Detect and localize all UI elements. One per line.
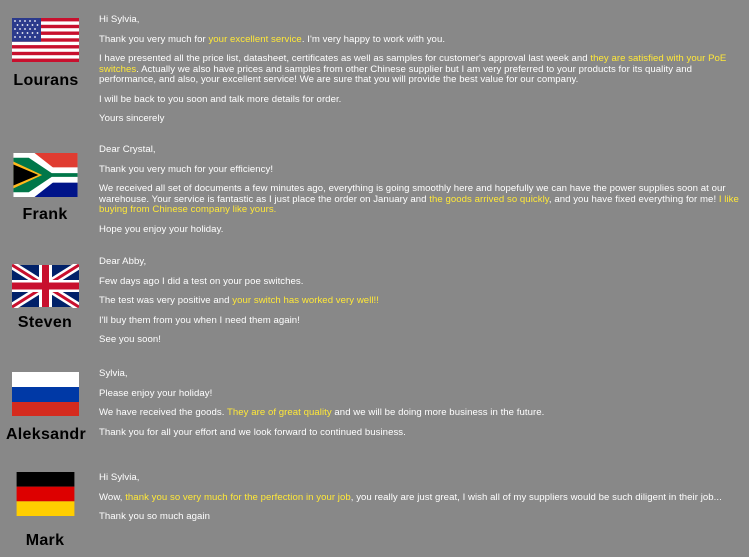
testimonial-message	[99, 257, 741, 355]
message-paragraph	[99, 95, 741, 106]
message-paragraph	[99, 165, 741, 176]
message-text: Thank you very much for your efficiency!	[99, 163, 274, 175]
message-paragraph	[99, 428, 741, 439]
message-text: Hope you enjoy your holiday.	[99, 223, 224, 235]
customer-name: Aleksandr	[5, 426, 87, 443]
customer-name: Mark	[25, 532, 65, 549]
testimonial-message	[99, 145, 741, 244]
customer-name: Frank	[22, 206, 68, 223]
message-text: I will be back to you soon and talk more details for order.	[99, 93, 342, 105]
message-text: Dear Crystal,	[99, 144, 156, 155]
customer-name: Lourans	[13, 72, 79, 89]
highlighted-text: the goods arrived so quickly	[429, 193, 549, 205]
message-paragraph	[99, 15, 741, 26]
message-text: Hi Sylvia,	[99, 14, 140, 25]
us-flag-icon	[12, 18, 79, 62]
highlighted-text: they are satisfied with your PoE switches	[99, 53, 727, 75]
message-paragraph	[99, 257, 741, 268]
testimonial-message	[99, 15, 741, 134]
message-text: We received all set of documents a few minutes ago, everything is going smoothly here and hopefully we can have the power supplies soon at our warehouse. Your service is fantastic as I just place the order on January and	[99, 183, 726, 205]
message-text: Dear Abby,	[99, 256, 147, 267]
highlighted-text: thank you so very much for the perfection in your job	[125, 491, 351, 503]
message-text: Sylvia,	[99, 368, 128, 379]
message-text: Few days ago I did a test on your poe switches.	[99, 275, 304, 287]
message-paragraph	[99, 408, 741, 419]
message-text: Hi Sylvia,	[99, 472, 140, 483]
message-paragraph	[99, 493, 741, 504]
message-paragraph	[99, 54, 741, 86]
message-text: Thank you very much for	[99, 33, 209, 45]
message-text: and we will be doing more business in the future.	[331, 407, 545, 418]
highlighted-text: your excellent service	[208, 33, 302, 45]
message-text: Yours sincerely	[99, 113, 165, 124]
message-text: The test was very positive and	[99, 295, 233, 306]
message-text: , you really are just great, I wish all of my suppliers would be such diligent in their job...	[350, 491, 722, 503]
message-text: Thank you for all your effort and we look forward to continued business.	[99, 426, 406, 438]
message-text: We have received the goods.	[99, 407, 227, 418]
message-text: See you soon!	[99, 334, 161, 345]
testimonial-message	[99, 369, 741, 447]
message-paragraph	[99, 35, 741, 46]
customer-name: Steven	[17, 314, 73, 331]
message-paragraph	[99, 114, 741, 125]
message-text: . I'm very happy to work with you.	[301, 33, 446, 45]
germany-flag-icon	[12, 472, 79, 516]
message-text: , and you have fixed everything for me!	[548, 193, 719, 205]
russia-flag-icon	[12, 372, 79, 416]
message-paragraph	[99, 184, 741, 216]
south-africa-flag-icon	[12, 153, 79, 197]
highlighted-text: I like buying from Chinese company like yours.	[99, 193, 739, 215]
message-paragraph	[99, 512, 741, 523]
message-paragraph	[99, 225, 741, 236]
message-paragraph	[99, 389, 741, 400]
highlighted-text: your switch has worked very well!!	[232, 295, 379, 306]
message-text: Wow,	[99, 491, 126, 503]
uk-flag-icon	[12, 264, 79, 308]
message-paragraph	[99, 316, 741, 327]
message-paragraph	[99, 473, 741, 484]
message-paragraph	[99, 277, 741, 288]
message-text: Please enjoy your holiday!	[99, 387, 213, 399]
testimonial-message	[99, 473, 741, 532]
highlighted-text: They are of great quality	[226, 407, 332, 418]
message-text: . Actually we also have prices and samples from other Chinese supplier but I am very preferred to your products for its quality and performance, and also, your excellent service! We are sure that you will provide the best value for our company.	[99, 63, 692, 85]
message-text: I'll buy them from you when I need them again!	[99, 314, 300, 326]
message-text: I have presented all the price list, datasheet, certificates as well as samples for customer's approval last week and	[99, 53, 591, 64]
message-paragraph	[99, 369, 741, 380]
message-paragraph	[99, 335, 741, 346]
message-paragraph	[99, 145, 741, 156]
message-paragraph	[99, 296, 741, 307]
message-text: Thank you so much again	[99, 511, 211, 522]
